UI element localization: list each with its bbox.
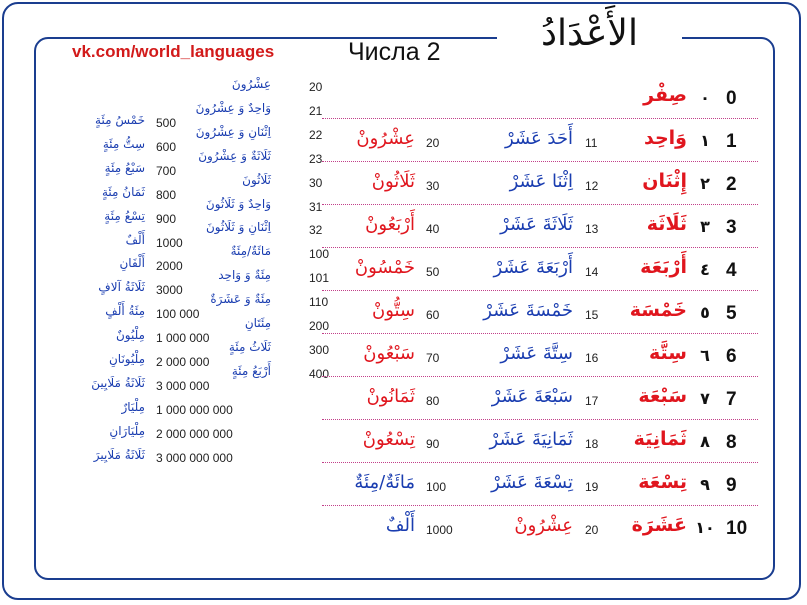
number-value: 400 — [309, 366, 330, 381]
number-word: أَرْبَعَة — [640, 256, 687, 278]
number-value: 2000 — [156, 259, 183, 274]
arabic-indic-numeral: ٦ — [700, 346, 710, 365]
tens-number: 80 — [426, 394, 440, 408]
arabic-indic-numeral: ٧ — [700, 389, 710, 408]
watermark-link: vk.com/world_languages — [72, 42, 275, 61]
tens-number: 60 — [426, 308, 440, 322]
arabic-word: مِلْيُونٌ — [115, 328, 145, 343]
teen-number: 17 — [585, 394, 599, 408]
tens-word: سَبْعُونْ — [363, 343, 415, 364]
tens-number: 1000 — [426, 523, 453, 537]
number-word: عَشَرَة — [631, 514, 687, 536]
arabic-indic-numeral: ٨ — [700, 432, 710, 451]
number-value: 22 — [309, 127, 323, 142]
tens-word: سِتُّونْ — [371, 300, 415, 321]
digit-numeral: 5 — [726, 303, 737, 324]
arabic-word: تِسْعُ مِئَةٍ — [104, 208, 145, 223]
number-value: 700 — [156, 163, 177, 178]
teen-number: 19 — [585, 480, 599, 494]
number-value: 23 — [309, 151, 323, 166]
row-separator — [322, 290, 758, 291]
arabic-word: سِتُّ مِئَةٍ — [102, 136, 145, 151]
row-separator — [322, 505, 758, 506]
tens-word: أَلْفٌ — [385, 515, 415, 536]
arabic-indic-numeral: ٠ — [700, 88, 710, 107]
subtitle: Числа 2 — [348, 38, 441, 66]
arabic-word: ثَلَاثَةُ مَلَايِيرَ — [93, 447, 145, 462]
teen-number: 16 — [585, 351, 599, 365]
number-word: خَمْسَة — [629, 299, 687, 321]
digit-numeral: 9 — [726, 475, 737, 496]
row-separator — [322, 462, 758, 463]
digit-numeral: 2 — [726, 174, 737, 195]
number-value: 110 — [309, 295, 329, 310]
arabic-indic-numeral: ١٠ — [695, 518, 715, 537]
teen-number: 14 — [585, 265, 599, 279]
digit-numeral: 7 — [726, 389, 737, 410]
number-value: 500 — [156, 116, 177, 130]
number-value: 800 — [156, 187, 177, 202]
teen-number: 20 — [585, 523, 599, 537]
arabic-word: أَلْفَانِ — [119, 256, 145, 271]
number-value: 1 000 000 — [156, 331, 210, 346]
tens-word: مَائَةٌ/مِئَةٌ — [354, 472, 415, 493]
arabic-word: ثَلَاثَةُ مَلَايِينَ — [91, 375, 145, 390]
teen-number: 18 — [585, 437, 599, 451]
teen-word: أَرْبَعَةَ عَشَرْ — [493, 257, 573, 278]
row-separator — [322, 333, 758, 334]
tens-word: تِسْعُونْ — [362, 429, 415, 450]
arabic-word: مِئَتَانِ — [244, 316, 271, 330]
teen-number: 15 — [585, 308, 599, 322]
number-value: 100 — [309, 247, 330, 262]
arabic-word: وَاحِدٌ وَ عِشْرُونَ — [195, 100, 271, 115]
teen-number: 13 — [585, 222, 599, 236]
arabic-word: اِثْنَانِ وَ عِشْرُونَ — [195, 124, 271, 139]
teen-number: 11 — [585, 136, 598, 150]
number-value: 3 000 000 000 — [156, 450, 233, 465]
arabic-word: ثَمَانُ مِئَةٍ — [101, 184, 145, 199]
arabic-word: اِثْنَانِ وَ ثَلَاثُونَ — [205, 220, 271, 235]
row-separator — [322, 204, 758, 205]
digit-numeral: 1 — [726, 131, 737, 152]
digit-numeral: 4 — [726, 260, 737, 281]
arabic-word: مِئَةُ أَلْفٍ — [105, 304, 145, 319]
arabic-word: مِئَةٌ وَ وَاحِد — [218, 268, 271, 283]
number-value: 31 — [309, 199, 323, 214]
number-value: 100 000 — [156, 307, 200, 322]
tens-word: ثَمَانُونْ — [366, 386, 415, 407]
arabic-word: أَرْبَعُ مِئَةٍ — [231, 363, 271, 378]
arabic-indic-numeral: ١ — [700, 131, 710, 150]
teen-word: أَحَدَ عَشَرْ — [504, 128, 573, 149]
digit-numeral: 0 — [726, 88, 737, 109]
teen-word: سِتَّةَ عَشَرْ — [500, 343, 573, 364]
number-word: ثَمَانِيَة — [633, 428, 687, 450]
number-value: 20 — [309, 80, 323, 94]
digit-numeral: 8 — [726, 432, 737, 453]
arabic-indic-numeral: ٢ — [700, 174, 710, 193]
number-word: إِثْنَان — [642, 170, 687, 192]
tens-word: عِشْرُونْ — [356, 128, 415, 149]
arabic-word: ثَلَاثَةٌ وَ عِشْرُونَ — [198, 148, 271, 163]
row-separator — [322, 247, 758, 248]
arabic-word: مِلْيَارَانِ — [109, 423, 145, 438]
arabic-word: عِشْرُونَ — [231, 77, 271, 91]
tens-number: 50 — [426, 265, 440, 279]
number-value: 101 — [309, 271, 330, 286]
number-value: 30 — [309, 175, 323, 190]
number-value: 900 — [156, 211, 177, 226]
teen-word: عِشْرُونْ — [514, 515, 573, 536]
number-word: تِسْعَة — [638, 471, 687, 493]
arabic-word: مِئَةٌ وَ عَشَرَةٌ — [210, 292, 271, 307]
teen-word: ثَلَاثَةَ عَشَرْ — [500, 214, 573, 235]
tens-word: خَمْسُونْ — [354, 257, 415, 278]
arabic-word: وَاحِدٌ وَ ثَلَاثُونَ — [205, 196, 271, 211]
arabic-word: مِلْيَارٌ — [121, 399, 145, 414]
row-separator — [322, 376, 758, 377]
number-value: 200 — [309, 319, 330, 333]
row-separator — [322, 161, 758, 162]
digit-numeral: 10 — [726, 518, 748, 539]
teen-word: ثَمَانِيَةَ عَشَرْ — [489, 429, 573, 450]
number-word: سَبْعَة — [638, 385, 687, 407]
digit-numeral: 6 — [726, 346, 737, 367]
number-value: 1000 — [156, 235, 183, 250]
row-separator — [322, 118, 758, 119]
arabic-word: ثَلَاثُونَ — [242, 172, 271, 187]
arabic-indic-numeral: ٥ — [700, 303, 710, 322]
tens-number: 90 — [426, 437, 440, 451]
number-value: 32 — [309, 223, 323, 238]
arabic-indic-numeral: ٩ — [700, 475, 710, 494]
arabic-word: أَلْفٌ — [125, 232, 145, 247]
number-value: 2 000 000 — [156, 355, 210, 369]
number-word: صِفْر — [643, 84, 687, 106]
arabic-word: خَمْسُ مِئَةٍ — [95, 113, 145, 127]
tens-word: أَرْبَعُونْ — [365, 214, 415, 235]
number-value: 300 — [309, 342, 330, 357]
arabic-indic-numeral: ٤ — [700, 260, 710, 279]
number-word: سِتَّة — [649, 342, 687, 364]
tens-number: 40 — [426, 222, 440, 236]
arabic-word: مَائَةٌ/مِئَةٌ — [230, 244, 271, 259]
number-value: 3 000 000 — [156, 378, 210, 393]
tens-number: 100 — [426, 480, 447, 494]
teen-word: تِسْعَةَ عَشَرْ — [491, 472, 573, 493]
tens-number: 20 — [426, 136, 440, 150]
number-value: 21 — [309, 103, 323, 118]
number-value: 2 000 000 000 — [156, 426, 233, 441]
number-value: 1 000 000 000 — [156, 402, 233, 417]
teen-word: اِثْنَا عَشَرْ — [509, 171, 573, 192]
number-word: وَاحِد — [644, 127, 687, 149]
teen-word: سَبْعَةَ عَشَرْ — [491, 386, 573, 407]
arabic-indic-numeral: ٣ — [700, 217, 710, 236]
arabic-word: ثَلَاثَةُ آلافٍ — [98, 280, 145, 295]
number-word: ثَلَاثَة — [646, 213, 687, 235]
arabic-word: ثَلَاثُ مِئَةٍ — [228, 339, 271, 354]
arabic-word: سَبْعُ مِئَةٍ — [104, 160, 145, 175]
digit-numeral: 3 — [726, 217, 737, 238]
teen-number: 12 — [585, 179, 599, 193]
number-value: 3000 — [156, 283, 183, 298]
tens-number: 70 — [426, 351, 440, 365]
row-separator — [322, 419, 758, 420]
tens-word: ثَلَاثُونْ — [371, 171, 415, 192]
arabic-word: مِلْيُونَانِ — [108, 352, 145, 366]
number-value: 600 — [156, 139, 177, 154]
teen-word: خَمْسَةَ عَشَرْ — [483, 300, 573, 321]
tens-number: 30 — [426, 179, 440, 193]
page-title: الأَعْدَادُ — [497, 6, 682, 62]
